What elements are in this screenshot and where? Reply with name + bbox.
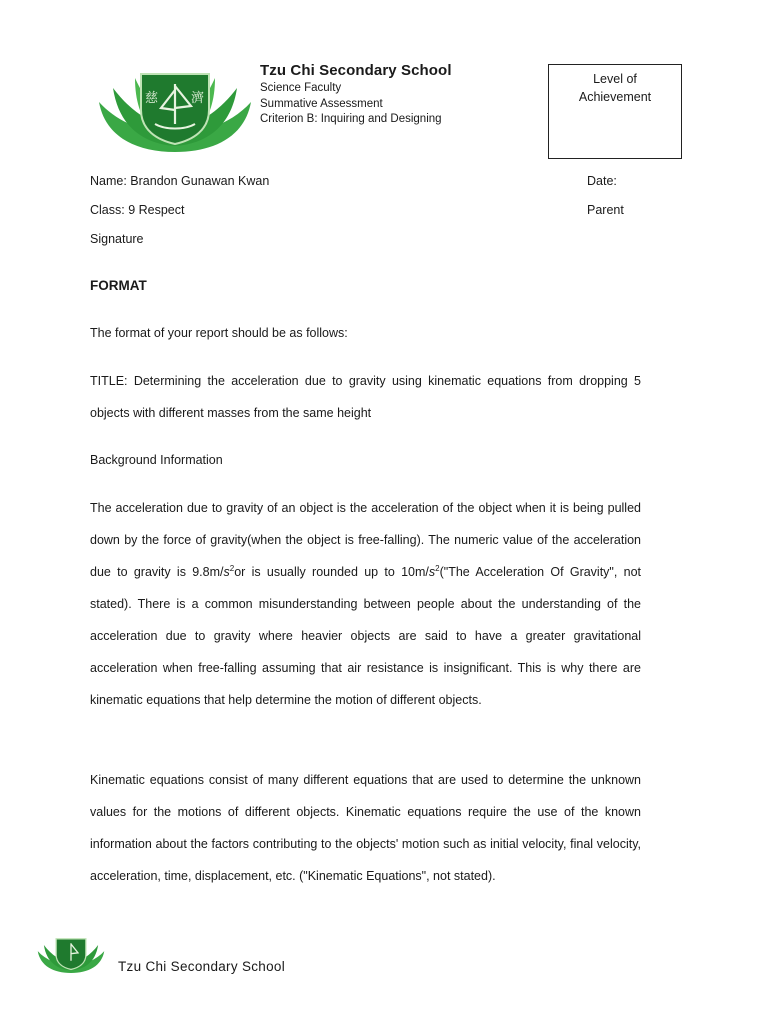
parent-field: Parent — [587, 203, 624, 217]
footer-logo — [36, 934, 106, 976]
exponent-1: 2 — [229, 563, 235, 573]
logo-glyph-left: 慈 — [145, 91, 159, 106]
unit-s-2: s — [428, 565, 436, 579]
assessment-label: Summative Assessment — [260, 97, 383, 110]
para1-part-b: or is usually rounded up to 10m/ — [234, 565, 429, 579]
class-field: Class: 9 Respect — [90, 203, 185, 217]
faculty-label: Science Faculty — [260, 82, 342, 94]
logo-glyph-right: 濟 — [191, 91, 205, 106]
report-title: TITLE: Determining the acceleration due to gravity using kinematic equations from dropping 5 objects with different masses from the same height — [90, 374, 641, 420]
para1-part-a: The acceleration due to gravity of an object is the acceleration of the object when it is being pulled down by the force of gravity(when the object is free-falling). The numeric value of the acceleration due to gravity is 9.8m/ — [90, 501, 641, 579]
logo-shield — [141, 74, 209, 144]
school-name: Tzu Chi Secondary School — [260, 62, 452, 79]
unit-s-1: s — [223, 565, 230, 579]
school-header — [260, 62, 530, 128]
background-heading: Background Information — [90, 453, 223, 467]
exponent-2: 2 — [435, 563, 440, 573]
background-paragraph-2: Kinematic equations consist of many different equations that are used to determine the unknown values for the motions of different objects. Kinematic equations require the use of the known information about the factors contributing to the objects' motion such as initial velocity, final velocity, acceleration, time, displacement, etc. ("Kinematic Equations", not stated). — [90, 773, 641, 883]
intro-paragraph: The format of your report should be as follows: — [90, 326, 348, 340]
para1-part-c: ("The Acceleration Of Gravity", not stated). There is a common misunderstanding between people about the understanding of the acceleration due to gravity where heavier objects are said to have a greater gravitational acceleration when free-falling assuming that air resistance is insignificant. This is why there are kinematic equations that help determine the motion of different objects. — [90, 565, 641, 707]
level-box-line2: Achievement — [578, 90, 652, 104]
format-heading: FORMAT — [90, 278, 147, 293]
student-name: Name: Brandon Gunawan Kwan — [90, 174, 270, 188]
date-field: Date: — [587, 174, 617, 188]
footer-school-name: Tzu Chi Secondary School — [118, 959, 286, 974]
criterion-label: Criterion B: Inquiring and Designing — [260, 113, 442, 125]
background-paragraph-1 — [90, 492, 641, 716]
school-logo — [95, 66, 255, 156]
level-box-line1: Level of — [593, 72, 637, 86]
level-of-achievement-box — [548, 64, 682, 159]
signature-field: Signature — [90, 232, 144, 246]
